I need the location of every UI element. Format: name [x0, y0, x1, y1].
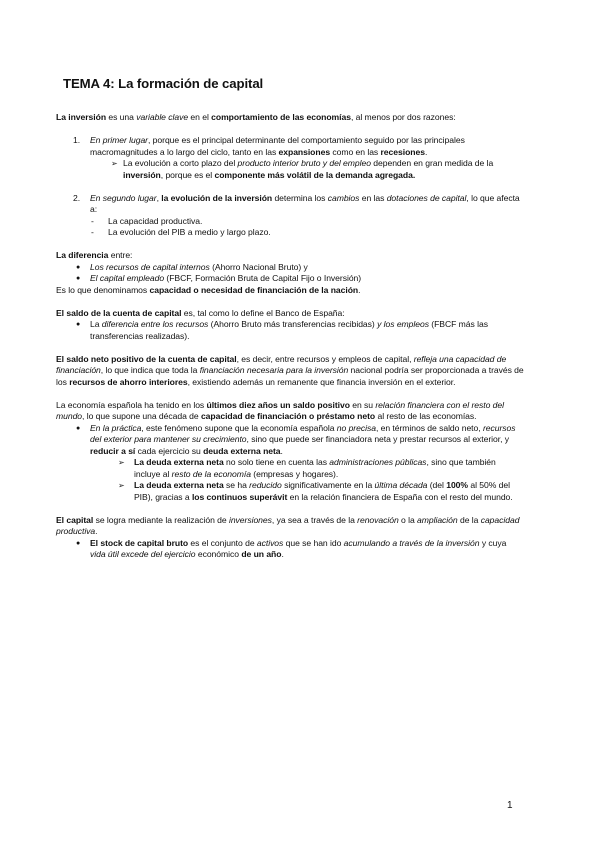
sub1-text-2: , sino que también incluye al: [134, 457, 496, 479]
reason-1-sub-text: La evolución a corto plazo del: [123, 158, 238, 168]
neto-bold: El saldo neto positivo de la cuenta de capital: [56, 353, 237, 364]
diferencia-item-1-text: (Ahorro Nacional Bruto) y: [209, 261, 308, 272]
page-number: 1: [507, 800, 513, 811]
saldo-heading: [56, 308, 524, 320]
espanola-text-3: , lo que supone una década de: [82, 411, 201, 421]
sub2-italic: reducido: [249, 480, 282, 490]
sub2-bold-2: 100%: [446, 480, 468, 490]
capital-italic: inversiones: [228, 514, 272, 525]
diferencia-bold: La diferencia: [56, 250, 109, 260]
espanola-item-text-4: cada ejercicio su: [135, 445, 204, 456]
capital-item-period: .: [281, 549, 284, 559]
capital-paragraph: [56, 515, 524, 538]
sub1-bold: La deuda externa neta: [134, 457, 224, 467]
arrow-bullet-icon: ➢: [111, 159, 118, 168]
espanola-item-bold: reducir a sí: [90, 445, 136, 456]
reason-1-sub-italic: producto interior bruto y del empleo: [237, 158, 371, 168]
list-item: [56, 273, 524, 285]
list-item: [56, 262, 524, 274]
intro-text-2: es una: [106, 112, 137, 122]
saldo-item-italic: diferencia entre los recursos: [101, 319, 209, 329]
sub1-text-3: (empresas y hogares).: [250, 468, 339, 479]
capital-item-text-4: económico: [195, 549, 242, 559]
saldo-item-italic-2: y los empleos: [377, 319, 429, 329]
diferencia-item-2-text: (FBCF, Formación Bruta de Capital Fijo o Inversión): [164, 273, 362, 283]
reason-1-recesiones: recesiones: [380, 146, 425, 157]
reason-1-period: .: [424, 146, 428, 157]
capital-text-3: o la: [398, 514, 418, 525]
reason-1-sub-text-2: dependen en gran medida de la: [370, 158, 494, 168]
reason-2: [56, 193, 524, 216]
arrow-bullet-icon: ➢: [118, 481, 125, 490]
capital-text-2: , ya sea a través de la: [271, 514, 358, 525]
reason-1-number: 1.: [73, 135, 81, 145]
espanola-item-text: , este fenómeno supone que la economía española: [141, 422, 337, 433]
reason-2-item-2: La evolución del PIB a medio y largo plazo.: [108, 227, 271, 237]
neto-text-4: , existiendo además un remanente que financia inversión en el exterior.: [187, 376, 456, 387]
list-item: [56, 319, 524, 342]
intro-italic-3: variable clave: [136, 112, 189, 122]
intro-bold-1: La inversión: [56, 112, 107, 122]
diferencia-text: entre:: [108, 250, 133, 260]
list-item: [56, 227, 524, 239]
saldo-bold: El saldo de la cuenta de capital: [56, 307, 182, 318]
diferencia-item-1-italic: Los recursos de capital internos: [90, 261, 210, 272]
neto-italic-2: financiación necesaria para la inversión: [199, 365, 349, 375]
capital-bold: El capital: [56, 514, 94, 525]
capital-item-text-2: que se han ido: [283, 537, 344, 548]
sub2-text: se ha: [223, 480, 250, 490]
bullet-dot-icon: ●: [76, 263, 81, 271]
reason-1-sub: [56, 158, 524, 181]
bullet-dot-icon: ●: [76, 275, 81, 282]
capital-item-bold: El stock de capital bruto: [90, 537, 189, 548]
espanola-paragraph: [56, 400, 524, 423]
reason-1-expansiones: expansiones: [278, 146, 331, 157]
list-item: [56, 538, 524, 561]
capital-italic-4: capacidad productiva: [56, 514, 520, 536]
neto-text: , es decir, entre recursos y empleos de capital,: [236, 353, 414, 364]
diferencia-item-2-italic: El capital empleado: [90, 273, 165, 283]
sub1-text: no solo tiene en cuenta las: [223, 457, 330, 467]
bullet-dot-icon: ●: [76, 424, 81, 432]
espanola-item-text-3: , sino que puede ser financiadora neta y prestar recursos al exterior, y: [246, 434, 510, 444]
saldo-item-text: La: [90, 319, 102, 329]
list-item: [56, 480, 524, 503]
sub2-bold: La deuda externa neta: [134, 480, 224, 490]
reason-2-text-2: en las: [359, 192, 387, 203]
list-item: [56, 423, 524, 458]
reason-1-sub-bold-2: componente más volátil de la demanda agregada.: [214, 169, 416, 180]
sub2-bold-3: los continuos superávit: [191, 491, 288, 502]
espanola-item-italic-2: no precisa: [336, 422, 376, 433]
saldo-item-text-2: (Ahorro Bruto más transferencias recibidas): [208, 319, 378, 329]
reason-1-sub-text-3: , porque es el: [160, 169, 215, 180]
reason-2-dotaciones: dotaciones de capital: [386, 192, 467, 203]
document-body: [56, 112, 524, 561]
saldo-text: es, tal como lo define el Banco de España:: [181, 307, 345, 318]
intro-paragraph: [56, 112, 524, 124]
capital-item-italic: activos: [256, 537, 284, 548]
reason-2-bold: la evolución de la inversión: [161, 192, 273, 203]
espanola-item-italic-3: recursos del exterior para mantener su crecimiento: [90, 422, 516, 444]
neto-bold-2: recursos de ahorro interiores: [69, 376, 188, 387]
sub2-italic-2: última década: [374, 480, 428, 490]
capital-text: se logra mediante la realización de: [93, 514, 229, 525]
list-item: [56, 216, 524, 228]
capital-period: .: [95, 526, 98, 536]
diferencia-heading: [56, 250, 524, 262]
reason-1-sub-bold: inversión: [123, 169, 161, 180]
capital-item-text: es el conjunto de: [188, 537, 257, 548]
espanola-item-italic: En la práctica: [90, 422, 142, 433]
capital-text-4: de la: [457, 514, 481, 525]
sub2-text-2: significativamente en la: [281, 480, 375, 490]
capital-item-bold-2: de un año: [241, 549, 282, 559]
capital-item-italic-2: acumulando a través de la inversión: [343, 537, 480, 548]
sub2-text-5: en la relación financiera de España con el resto del mundo.: [287, 491, 513, 502]
intro-text-6: , al menos por dos razones:: [350, 112, 456, 122]
capital-italic-3: ampliación: [417, 514, 458, 525]
reason-2-number: 2.: [73, 192, 81, 203]
capital-item-text-3: y cuya: [479, 537, 507, 548]
sub1-italic-2: resto de la economía: [171, 468, 251, 479]
espanola-item-period: .: [280, 445, 283, 456]
neto-italic: refleja una capacidad de financiación: [56, 353, 507, 375]
reason-2-text: determina los: [272, 192, 328, 203]
espanola-text-2: en su: [349, 399, 376, 410]
capital-item-italic-3: vida útil excede del ejercicio: [90, 549, 196, 559]
diferencia-closing: [56, 285, 524, 297]
dash-bullet: -: [91, 215, 94, 226]
espanola-text: La economía española ha tenido en los: [56, 399, 207, 410]
reason-2-italic: En segundo lugar: [90, 192, 157, 203]
bullet-dot-icon: ●: [76, 321, 81, 328]
espanola-text-4: al resto de las economías.: [375, 411, 477, 421]
sub2-text-3: (del: [427, 480, 447, 490]
espanola-item-text-2: , en términos de saldo neto,: [375, 422, 483, 433]
sub1-italic: administraciones públicas: [329, 457, 427, 467]
page-title: TEMA 4: La formación de capital: [63, 76, 264, 91]
reason-2-comma: ,: [156, 192, 162, 203]
reason-1-text: , porque es el principal determinante del comportamiento seguido por las principales macromagnitudes a lo largo del ciclo, tanto en las: [90, 135, 465, 157]
neto-text-3: nacional podría ser proporcionada a través de los: [56, 365, 524, 387]
reason-2-text-3: , lo que afecta a:: [90, 192, 520, 214]
closing-period: .: [358, 284, 361, 295]
espanola-item-bold-2: deuda externa neta: [203, 445, 281, 456]
sub2-text-4: al 50% del PIB), gracias a: [134, 480, 510, 502]
neto-text-2: , lo que indica que toda la: [100, 365, 200, 375]
intro-text-4: en el: [188, 112, 212, 122]
arrow-bullet-icon: ➢: [118, 458, 125, 467]
capital-italic-2: renovación: [357, 514, 399, 525]
neto-paragraph: [56, 354, 524, 389]
reason-2-item-1: La capacidad productiva.: [108, 215, 203, 226]
saldo-item-text-3: (FBCF más las transferencias realizadas).: [90, 319, 488, 341]
closing-bold: capacidad o necesidad de financiación de la nación: [149, 284, 359, 295]
reason-1-text-2: como en las: [330, 146, 381, 157]
closing-text: Es lo que denominamos: [56, 284, 150, 295]
list-item: [56, 457, 524, 480]
reason-1-italic: En primer lugar: [90, 135, 148, 145]
espanola-italic: relación financiera con el resto del mundo: [56, 399, 504, 421]
espanola-bold-2: capacidad de financiación o préstamo neto: [200, 411, 376, 421]
intro-bold-5: comportamiento de las economías: [211, 112, 351, 122]
espanola-bold: últimos diez años un saldo positivo: [206, 399, 350, 410]
reason-1: [56, 135, 524, 158]
dash-bullet: -: [91, 227, 94, 237]
reason-2-cambios: cambios: [327, 192, 360, 203]
bullet-dot-icon: ●: [76, 539, 81, 547]
